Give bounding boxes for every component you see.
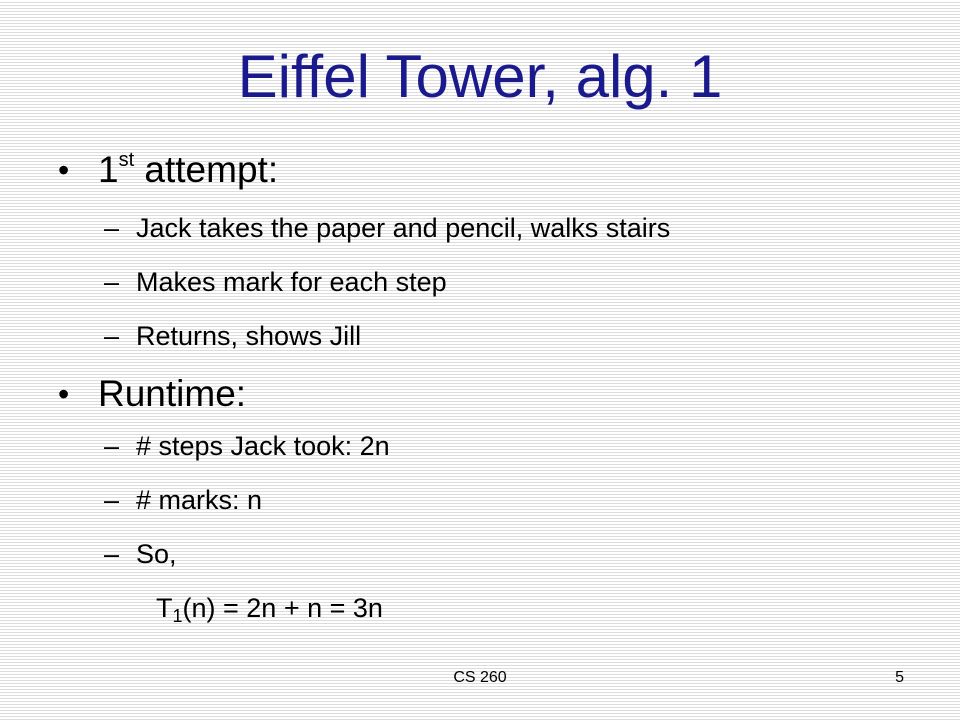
dash-icon: – <box>104 539 120 569</box>
sub-item-text: Makes mark for each step <box>136 267 447 297</box>
footer-course: CS 260 <box>453 669 507 686</box>
bullet-dot-icon: • <box>58 376 70 412</box>
attempt-label: attempt: <box>134 149 279 190</box>
attempt-number: 1 <box>98 149 119 190</box>
formula-subscript: 1 <box>172 606 183 626</box>
dash-icon: – <box>104 213 120 243</box>
sub-item-runtime-3 <box>58 538 938 570</box>
bullet-attempt <box>58 148 938 192</box>
sub-item-text: # marks: n <box>136 485 263 515</box>
slide-title: Eiffel Tower, alg. 1 <box>237 43 723 110</box>
sub-item-text: # steps Jack took: 2n <box>136 431 390 461</box>
sub-item-attempt-1 <box>58 212 938 244</box>
sub-item-runtime-2 <box>58 484 938 516</box>
sub-item-text: Jack takes the paper and pencil, walks stairs <box>136 213 671 243</box>
slide-content <box>58 148 938 624</box>
dash-icon: – <box>104 485 120 515</box>
dash-icon: – <box>104 267 120 297</box>
sub-item-attempt-2 <box>58 266 938 298</box>
attempt-ordinal-suffix: st <box>118 149 135 171</box>
formula-rest: (n) = 2n + n = 3n <box>182 593 383 623</box>
sub-item-runtime-1 <box>58 430 938 462</box>
bullet-dot-icon: • <box>58 152 70 188</box>
dash-icon: – <box>104 321 120 351</box>
formula-prefix: T <box>156 593 173 623</box>
sub-item-attempt-3 <box>58 320 938 352</box>
footer-page-number: 5 <box>895 669 904 686</box>
bullet-runtime <box>58 372 938 416</box>
dash-icon: – <box>104 431 120 461</box>
runtime-formula <box>58 592 938 624</box>
sub-item-text: Returns, shows Jill <box>136 321 362 351</box>
sub-item-text: So, <box>136 539 177 569</box>
runtime-label: Runtime: <box>98 373 247 414</box>
